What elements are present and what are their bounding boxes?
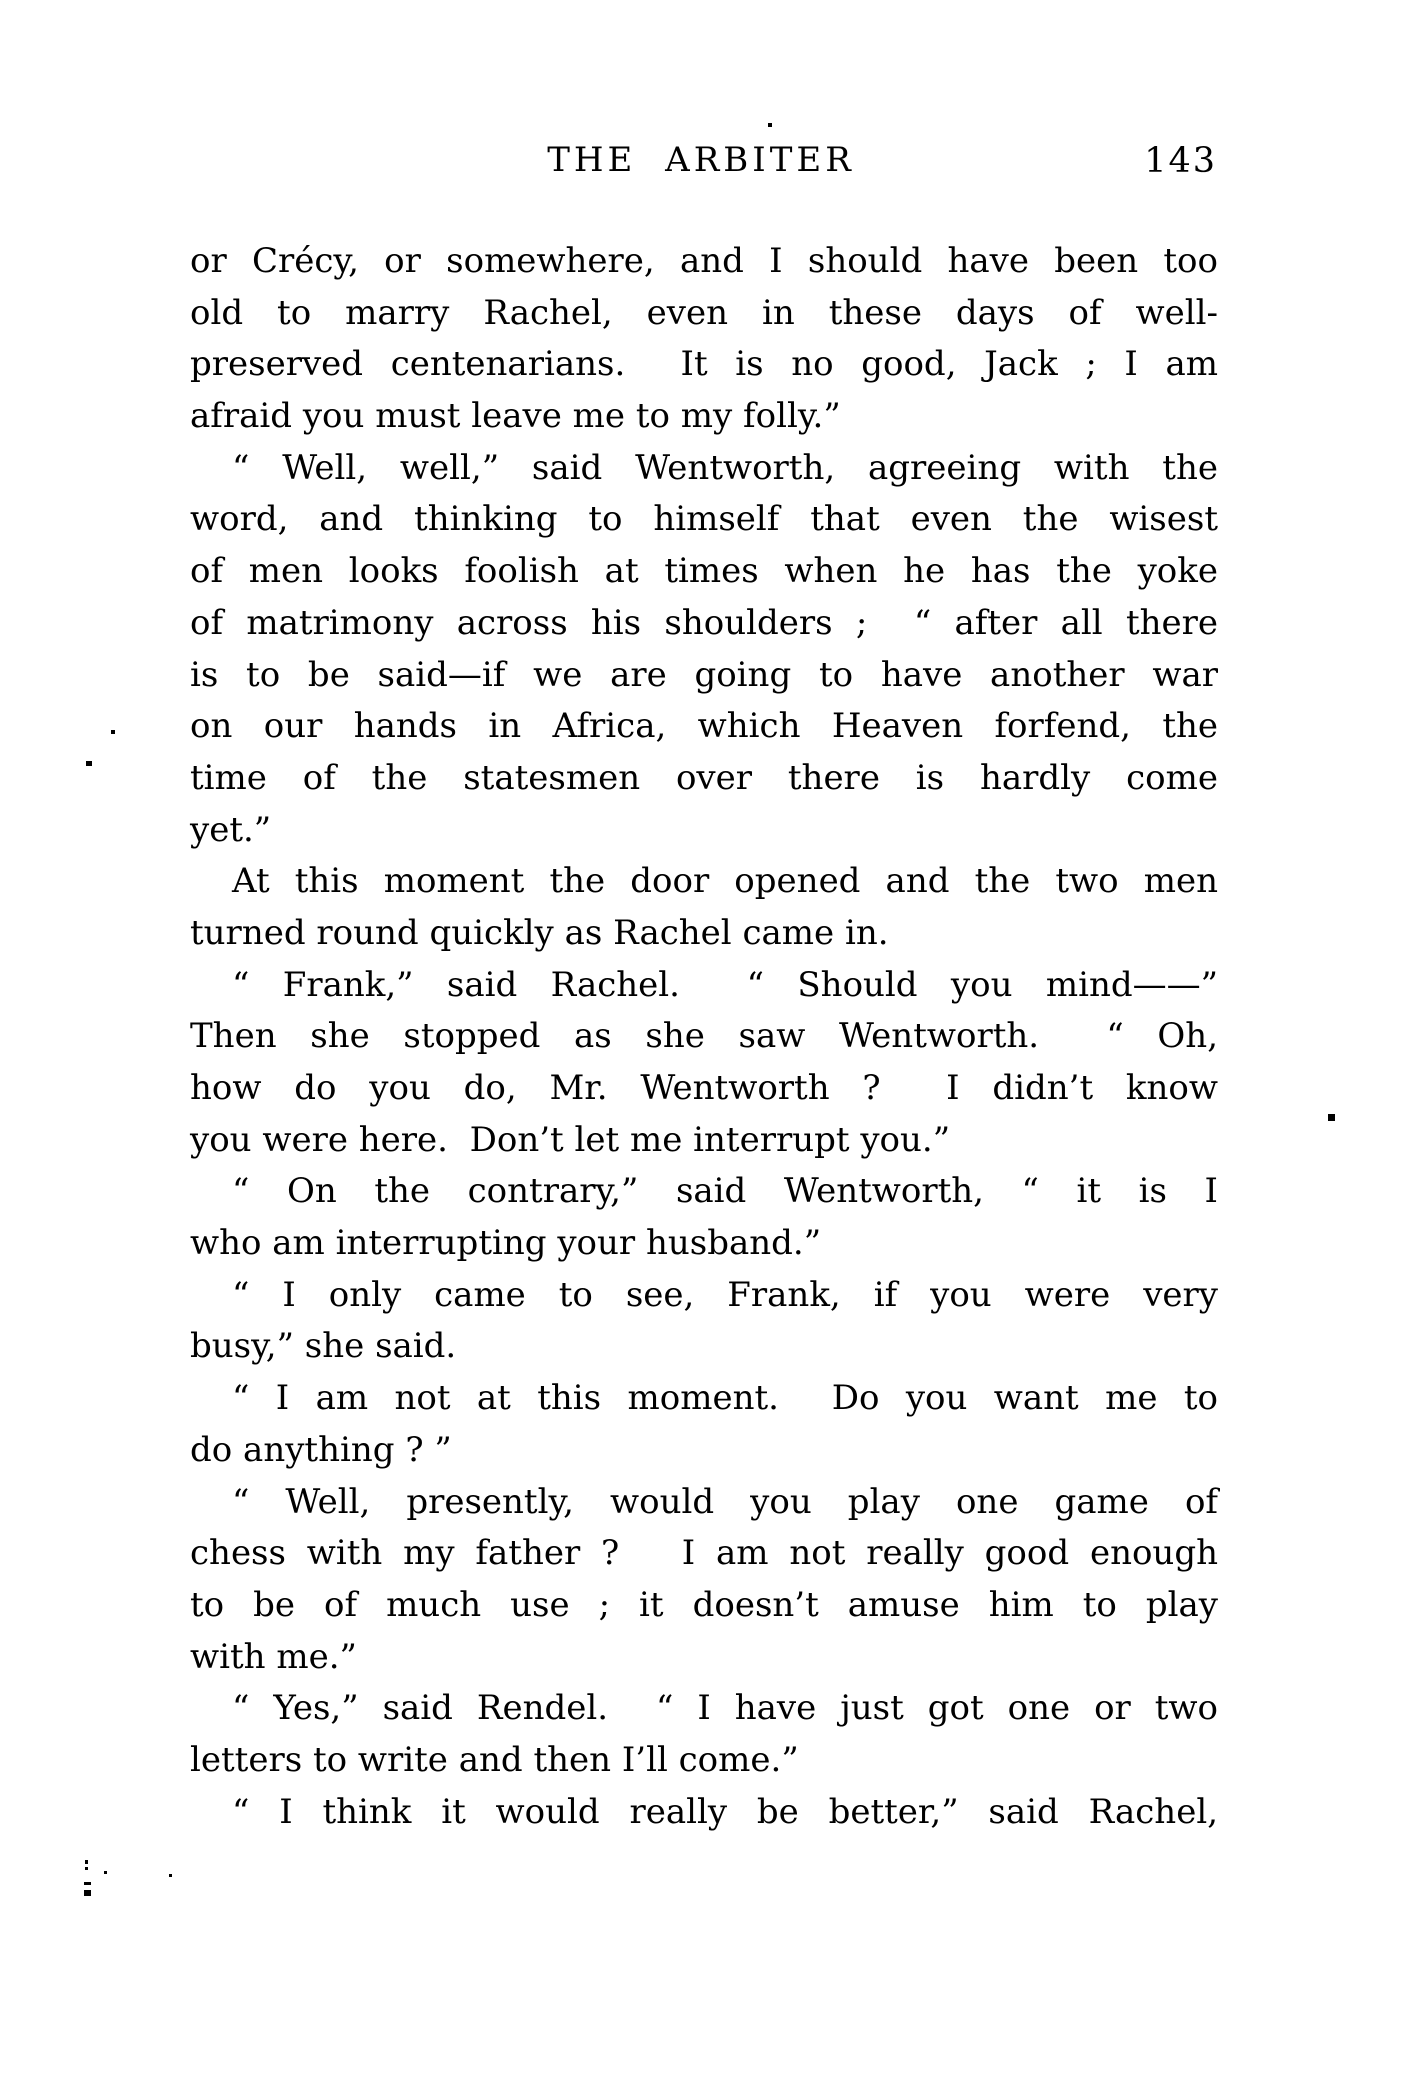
text-line: “ I think it would really be better,” said Rachel, (232, 1791, 1218, 1832)
text-line: with me.” (190, 1636, 357, 1677)
text-line: “ Well, presently, would you play one game of (232, 1481, 1218, 1522)
text-line: “ Frank,” said Rachel. “ Should you mind——” (232, 964, 1218, 1005)
text-line: old to marry Rachel, even in these days of well- (190, 292, 1218, 333)
text-line: time of the statesmen over there is hardly come (190, 757, 1218, 798)
scan-speck (84, 1882, 91, 1885)
text-line: you were here. Don’t let me interrupt you.” (190, 1119, 951, 1160)
running-header (0, 140, 1402, 184)
scan-speck (85, 1867, 88, 1870)
scan-speck (1328, 1114, 1335, 1121)
text-line: “ Well, well,” said Wentworth, agreeing with the (232, 447, 1218, 488)
text-line: do anything ? ” (190, 1429, 452, 1470)
running-header-title: THE ARBITER (547, 140, 855, 180)
text-line: busy,” she said. (190, 1326, 457, 1367)
text-line: letters to write and then I’ll come.” (190, 1739, 799, 1780)
text-line: “ Yes,” said Rendel. “ I have just got one or two (232, 1688, 1218, 1729)
scan-speck (104, 1871, 107, 1874)
scan-speck (86, 761, 92, 766)
text-line: on our hands in Africa, which Heaven forfend, the (190, 706, 1218, 747)
page-number: 143 (1144, 141, 1217, 181)
text-line: Then she stopped as she saw Wentworth. “ Oh, (190, 1016, 1218, 1057)
scan-speck (84, 1890, 91, 1896)
text-line: chess with my father ? I am not really good enough (190, 1533, 1218, 1574)
body-text (190, 236, 1218, 1838)
scan-speck (111, 730, 115, 734)
text-line: how do you do, Mr. Wentworth ? I didn’t know (190, 1068, 1218, 1108)
text-line: to be of much use ; it doesn’t amuse him to play (190, 1584, 1218, 1625)
text-line: yet.” (190, 809, 272, 850)
scan-speck (169, 1874, 172, 1877)
text-line: “ I am not at this moment. Do you want me to (232, 1378, 1218, 1419)
text-line: turned round quickly as Rachel came in. (190, 912, 889, 953)
text-line: of men looks foolish at times when he has the yoke (190, 551, 1218, 592)
text-line: preserved centenarians. It is no good, Jack ; I am (190, 344, 1218, 385)
text-line: “ I only came to see, Frank, if you were very (232, 1274, 1218, 1315)
text-line: is to be said—if we are going to have another war (190, 654, 1218, 695)
scan-speck (768, 123, 772, 127)
text-line: afraid you must leave me to my folly.” (190, 396, 841, 437)
text-line: who am interrupting your husband.” (190, 1223, 822, 1264)
text-line: “ On the contrary,” said Wentworth, “ it is I (232, 1171, 1218, 1212)
text-line: or Crécy, or somewhere, and I should have been too (190, 241, 1218, 281)
text-line: word, and thinking to himself that even the wisest (190, 499, 1218, 540)
text-line: of matrimony across his shoulders ; “ after all there (190, 602, 1218, 643)
text-line: At this moment the door opened and the two men (232, 861, 1218, 902)
scan-speck (85, 1860, 88, 1864)
